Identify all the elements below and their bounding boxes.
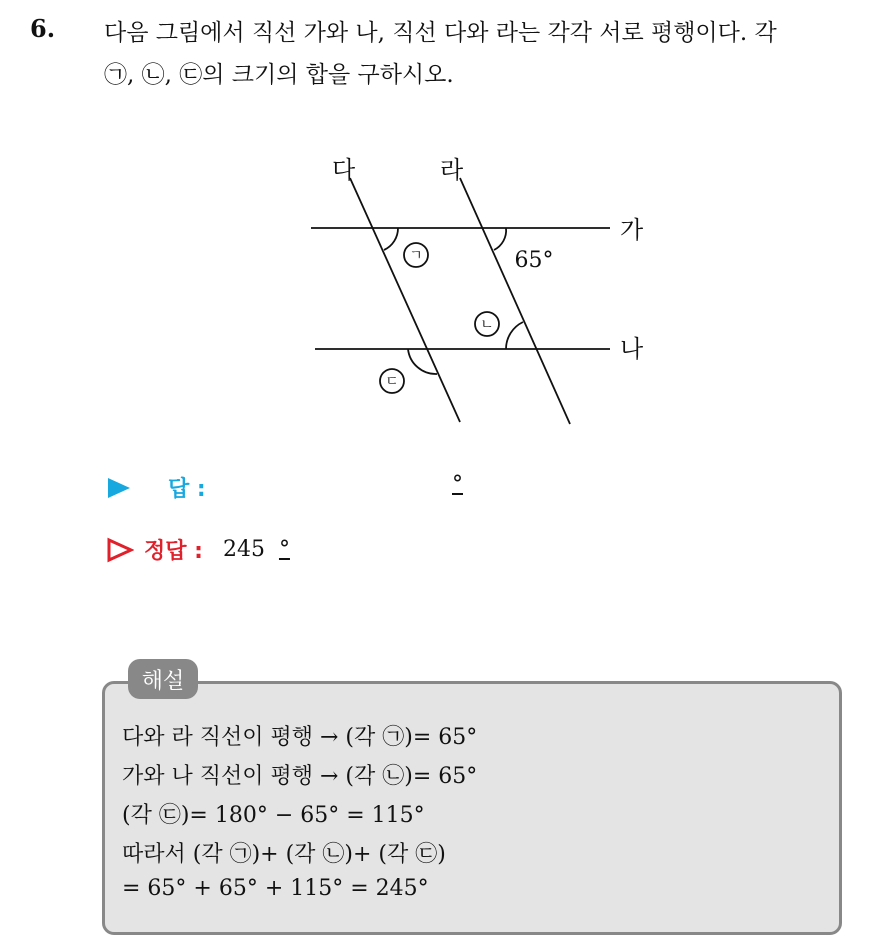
arc-angle-a: [384, 228, 398, 250]
correct-triangle-outline-icon: [106, 537, 134, 563]
label-ra: 라: [440, 156, 464, 184]
angle-c-mark: ㄷ: [385, 374, 399, 390]
angle-a-mark: ㄱ: [409, 248, 423, 264]
correct-answer-unit: °: [278, 537, 290, 562]
angle-b-mark: ㄴ: [480, 317, 494, 333]
answer-row: [106, 472, 206, 503]
solution-line: 다와 라 직선이 평행 → (각 ㉠)= 65°: [122, 725, 478, 750]
solution-line: 가와 나 직선이 평행 → (각 ㉡)= 65°: [122, 764, 478, 789]
arc-angle-b: [506, 322, 523, 349]
given-angle-65: 65°: [514, 248, 554, 273]
label-da: 다: [332, 156, 356, 184]
answer-label: 답 :: [168, 477, 206, 502]
correct-answer-label: 정답 :: [144, 539, 203, 564]
line-ra: [460, 178, 570, 424]
arc-angle-given: [494, 228, 506, 250]
label-na: 나: [620, 335, 644, 363]
correct-answer-row: [106, 534, 290, 565]
question-text-line-1: 다음 그림에서 직선 가와 나, 직선 다와 라는 각각 서로 평행이다. 각: [104, 20, 777, 46]
solution-line: (각 ㉢)= 180° − 65° = 115°: [122, 803, 425, 828]
label-ga: 가: [620, 216, 644, 244]
question-text-line-2: ㉠, ㉡, ㉢의 크기의 합을 구하시오.: [104, 62, 454, 88]
line-da: [350, 178, 460, 422]
correct-answer-value: 245: [222, 537, 265, 562]
answer-unit: °: [452, 472, 463, 497]
solution-tab: 해설: [128, 659, 198, 699]
solution-line: 따라서 (각 ㉠)+ (각 ㉡)+ (각 ㉢): [122, 842, 446, 867]
question-number: 6.: [30, 14, 56, 43]
answer-triangle-icon: [106, 476, 132, 500]
solution-line: = 65° + 65° + 115° = 245°: [122, 876, 429, 901]
